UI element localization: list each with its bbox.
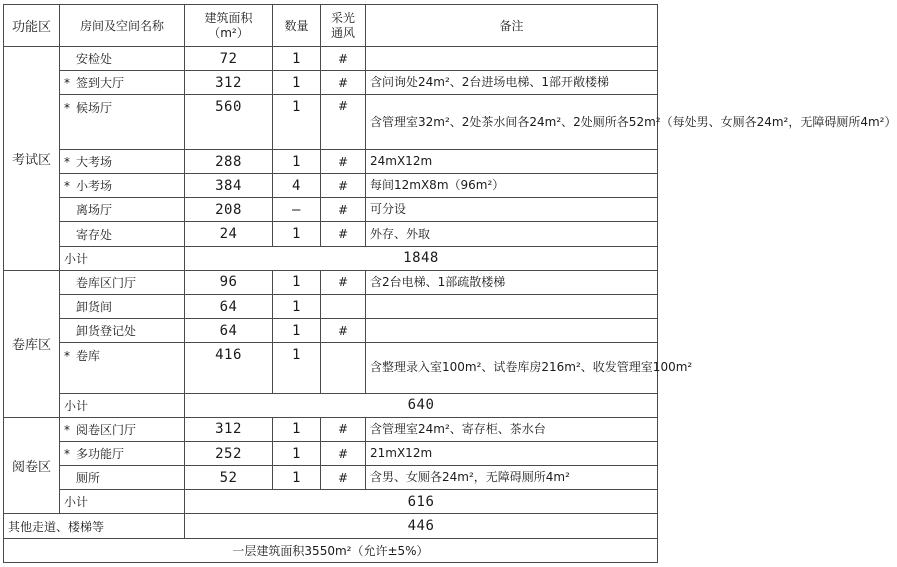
note-cell <box>366 319 658 343</box>
note-cell: 含整理录入室100m²、试卷库房216m²、收发管理室100m² <box>366 343 658 393</box>
area-cell: 312 <box>185 417 273 441</box>
table-row <box>4 441 658 465</box>
qty-cell: 1 <box>273 47 321 71</box>
qty-cell: — <box>273 198 321 222</box>
note-cell: 可分设 <box>366 198 658 222</box>
note-cell: 24mX12m <box>366 149 658 173</box>
table-row <box>4 343 658 393</box>
room-name-cell: 安检处 <box>60 47 185 71</box>
subtotal-value: 640 <box>185 393 658 417</box>
area-cell: 24 <box>185 222 273 246</box>
other-label: 其他走道、楼梯等 <box>4 514 185 538</box>
area-schedule-table <box>3 4 897 563</box>
area-cell: 288 <box>185 149 273 173</box>
total-area: 一层建筑面积3550m²（允许±5%） <box>4 538 658 562</box>
header-area-line1: 建筑面积 <box>204 10 253 25</box>
light-cell: # <box>321 47 366 71</box>
table-row <box>4 174 658 198</box>
light-cell: # <box>321 417 366 441</box>
table-row <box>4 222 658 246</box>
note-cell <box>366 47 658 71</box>
header-note: 备注 <box>366 5 658 47</box>
note-cell: 含管理室24m²、寄存柜、茶水台 <box>366 417 658 441</box>
subtotal-row <box>4 393 658 417</box>
qty-cell: 1 <box>273 441 321 465</box>
qty-cell: 1 <box>273 71 321 95</box>
other-value: 446 <box>185 514 658 538</box>
table-row <box>4 95 658 150</box>
other-row <box>4 514 658 538</box>
zone-cell: 卷库区 <box>4 270 60 417</box>
area-cell: 384 <box>185 174 273 198</box>
room-name-cell: 卸货登记处 <box>60 319 185 343</box>
room-name-cell: * 阅卷区门厅 <box>60 417 185 441</box>
header-room: 房间及空间名称 <box>60 5 185 47</box>
qty-cell: 1 <box>273 343 321 393</box>
qty-cell: 1 <box>273 294 321 318</box>
room-name-cell: 离场厅 <box>60 198 185 222</box>
area-cell: 72 <box>185 47 273 71</box>
area-cell: 252 <box>185 441 273 465</box>
light-cell: # <box>321 319 366 343</box>
light-cell: # <box>321 270 366 294</box>
header-light-line1: 采光 <box>330 10 355 25</box>
note-cell: 外存、外取 <box>366 222 658 246</box>
room-name-cell: 厕所 <box>60 466 185 490</box>
light-cell <box>321 343 366 393</box>
light-cell: # <box>321 149 366 173</box>
room-name-cell: * 候场厅 <box>60 95 185 150</box>
table-row <box>4 198 658 222</box>
zone-cell: 阅卷区 <box>4 417 60 514</box>
header-zone: 功能区 <box>4 5 60 47</box>
table-header-row <box>4 5 658 47</box>
area-cell: 64 <box>185 294 273 318</box>
note-cell: 含2台电梯、1部疏散楼梯 <box>366 270 658 294</box>
header-qty: 数量 <box>273 5 321 47</box>
table-row <box>4 149 658 173</box>
qty-cell: 1 <box>273 95 321 150</box>
note-cell: 21mX12m <box>366 441 658 465</box>
area-cell: 208 <box>185 198 273 222</box>
light-cell: # <box>321 71 366 95</box>
table-row <box>4 294 658 318</box>
note-cell: 含管理室32m²、2处茶水间各24m²、2处厕所各52m²（每处男、女厕各24m²，无障碍厕所4m²） <box>366 95 658 150</box>
qty-cell: 1 <box>273 417 321 441</box>
subtotal-row <box>4 490 658 514</box>
area-cell: 312 <box>185 71 273 95</box>
area-cell: 560 <box>185 95 273 150</box>
light-cell: # <box>321 95 366 150</box>
area-cell: 64 <box>185 319 273 343</box>
light-cell: # <box>321 466 366 490</box>
note-cell: 含男、女厕各24m²，无障碍厕所4m² <box>366 466 658 490</box>
light-cell <box>321 294 366 318</box>
table-row <box>4 270 658 294</box>
total-row <box>4 538 658 562</box>
subtotal-value: 616 <box>185 490 658 514</box>
room-name-cell: * 多功能厅 <box>60 441 185 465</box>
room-name-cell: 寄存处 <box>60 222 185 246</box>
subtotal-label: 小计 <box>60 393 185 417</box>
room-name-cell: * 签到大厅 <box>60 71 185 95</box>
subtotal-label: 小计 <box>60 246 185 270</box>
note-cell <box>366 294 658 318</box>
header-area <box>185 5 273 47</box>
subtotal-value: 1848 <box>185 246 658 270</box>
qty-cell: 1 <box>273 466 321 490</box>
room-name-cell: * 大考场 <box>60 149 185 173</box>
qty-cell: 1 <box>273 222 321 246</box>
table-row <box>4 47 658 71</box>
area-cell: 416 <box>185 343 273 393</box>
light-cell: # <box>321 174 366 198</box>
qty-cell: 1 <box>273 319 321 343</box>
note-cell: 每间12mX8m（96m²） <box>366 174 658 198</box>
light-cell: # <box>321 198 366 222</box>
table-row <box>4 417 658 441</box>
header-light <box>321 5 366 47</box>
table-row <box>4 319 658 343</box>
qty-cell: 4 <box>273 174 321 198</box>
light-cell: # <box>321 441 366 465</box>
header-area-line2: （m²） <box>208 25 249 40</box>
room-name-cell: * 小考场 <box>60 174 185 198</box>
table-row <box>4 466 658 490</box>
header-light-line2: 通风 <box>330 25 355 40</box>
area-cell: 52 <box>185 466 273 490</box>
subtotal-label: 小计 <box>60 490 185 514</box>
room-name-cell: 卸货间 <box>60 294 185 318</box>
zone-cell: 考试区 <box>4 47 60 271</box>
qty-cell: 1 <box>273 149 321 173</box>
room-name-cell: * 卷库 <box>60 343 185 393</box>
area-cell: 96 <box>185 270 273 294</box>
qty-cell: 1 <box>273 270 321 294</box>
subtotal-row <box>4 246 658 270</box>
note-cell: 含问询处24m²、2台进场电梯、1部开敞楼梯 <box>366 71 658 95</box>
light-cell: # <box>321 222 366 246</box>
table-row <box>4 71 658 95</box>
room-name-cell: 卷库区门厅 <box>60 270 185 294</box>
